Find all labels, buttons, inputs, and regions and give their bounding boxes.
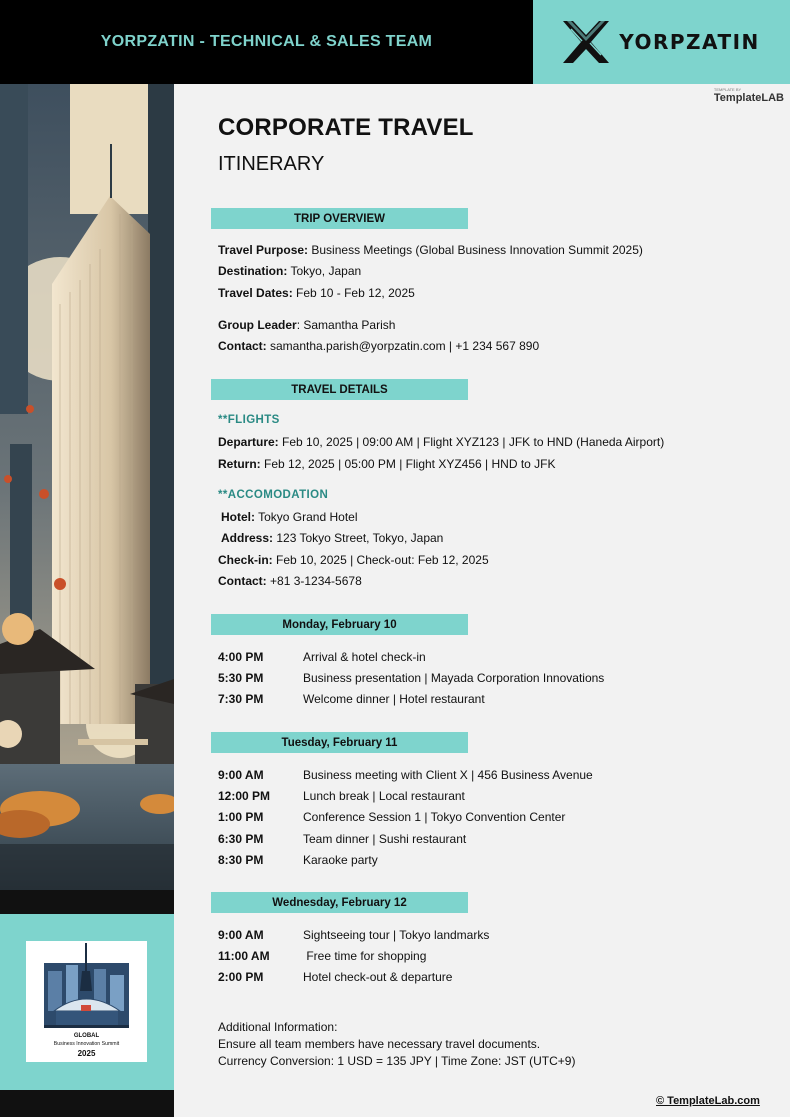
value: Business Meetings (Global Business Innovation Summit 2025) bbox=[308, 243, 643, 257]
label: Check-in: bbox=[218, 553, 273, 567]
desc: Business presentation | Mayada Corporation Innovations bbox=[303, 671, 605, 685]
label: Group Leader bbox=[218, 318, 297, 332]
additional-line-1: Ensure all team members have necessary travel documents. bbox=[218, 1037, 541, 1051]
label: Contact: bbox=[218, 339, 267, 353]
schedule-item bbox=[218, 832, 466, 846]
day-header-monday: Monday, February 10 bbox=[211, 614, 468, 635]
document-title: CORPORATE TRAVEL bbox=[218, 114, 474, 141]
value: Tokyo Grand Hotel bbox=[255, 510, 358, 524]
templatelab-logo bbox=[714, 88, 784, 104]
schedule-item bbox=[218, 853, 378, 867]
value: Tokyo, Japan bbox=[287, 264, 362, 278]
schedule-item bbox=[218, 928, 489, 942]
desc: Karaoke party bbox=[303, 853, 378, 867]
desc: Welcome dinner | Hotel restaurant bbox=[303, 692, 485, 706]
templatelab-label: TemplateLAB bbox=[713, 92, 784, 104]
label: Destination: bbox=[218, 264, 288, 278]
schedule-item bbox=[218, 949, 426, 963]
label: Address: bbox=[221, 531, 274, 545]
travel-purpose bbox=[218, 243, 643, 257]
value: Feb 10, 2025 | 09:00 AM | Flight XYZ123 | JFK to HND (Haneda Airport) bbox=[278, 435, 665, 449]
departure-flight bbox=[218, 435, 664, 449]
section-header-travel-details: TRAVEL DETAILS bbox=[211, 379, 468, 400]
destination bbox=[218, 264, 361, 278]
schedule-item bbox=[218, 789, 465, 803]
additional-heading: Additional Information: bbox=[218, 1020, 338, 1034]
value: : Samantha Parish bbox=[296, 318, 396, 332]
left-divider bbox=[0, 890, 174, 914]
desc: Free time for shopping bbox=[303, 949, 427, 963]
templatelab-small: TEMPLATE BY bbox=[713, 87, 742, 92]
time: 11:00 AM bbox=[218, 949, 270, 963]
left-bottom-bar bbox=[0, 1090, 174, 1117]
desc: Arrival & hotel check-in bbox=[303, 650, 426, 664]
city-illustration bbox=[0, 84, 174, 890]
travel-dates bbox=[218, 286, 415, 300]
hotel-address bbox=[221, 531, 443, 545]
label: Travel Dates: bbox=[218, 286, 293, 300]
label: Return: bbox=[218, 457, 261, 471]
summit-skyline-icon bbox=[26, 941, 147, 1031]
desc: Conference Session 1 | Tokyo Convention Center bbox=[303, 810, 566, 824]
badge-line-1: GLOBAL bbox=[73, 1033, 100, 1039]
desc: Lunch break | Local restaurant bbox=[303, 789, 465, 803]
value: 123 Tokyo Street, Tokyo, Japan bbox=[273, 531, 444, 545]
flights-subheading: **FLIGHTS bbox=[218, 414, 280, 426]
additional-information bbox=[218, 1019, 575, 1070]
hotel bbox=[221, 510, 358, 524]
label: Departure: bbox=[218, 435, 279, 449]
desc: Sightseeing tour | Tokyo landmarks bbox=[303, 928, 490, 942]
schedule-item bbox=[218, 970, 452, 984]
day-header-wednesday: Wednesday, February 12 bbox=[211, 892, 468, 913]
label: Hotel: bbox=[221, 510, 255, 524]
time: 1:00 PM bbox=[218, 810, 264, 824]
desc: Business meeting with Client X | 456 Business Avenue bbox=[303, 768, 593, 782]
team-title: YORPZATIN - TECHNICAL & SALES TEAM bbox=[100, 33, 433, 50]
brand-block bbox=[533, 0, 790, 84]
summit-badge bbox=[26, 941, 147, 1062]
time: 9:00 AM bbox=[218, 928, 264, 942]
value: Feb 10, 2025 | Check-out: Feb 12, 2025 bbox=[272, 553, 489, 567]
schedule-item bbox=[218, 810, 565, 824]
section-header-trip-overview: TRIP OVERVIEW bbox=[211, 208, 468, 229]
value: +81 3-1234-5678 bbox=[266, 574, 362, 588]
desc: Team dinner | Sushi restaurant bbox=[303, 832, 467, 846]
check-in bbox=[218, 553, 489, 567]
main-panel bbox=[174, 84, 790, 1117]
brand-name: YORPZATIN bbox=[619, 30, 760, 54]
label: Contact: bbox=[218, 574, 267, 588]
schedule-item bbox=[218, 650, 426, 664]
brand-logo-icon bbox=[563, 21, 609, 63]
schedule-item bbox=[218, 671, 604, 685]
badge-line-2: Business Innovation Summit bbox=[53, 1041, 120, 1047]
schedule-item bbox=[218, 768, 593, 782]
templatelab-footer-link[interactable]: © TemplateLab.com bbox=[656, 1095, 760, 1107]
value: Feb 10 - Feb 12, 2025 bbox=[292, 286, 415, 300]
return-flight bbox=[218, 457, 556, 471]
label: Travel Purpose: bbox=[218, 243, 309, 257]
accommodation-subheading: **ACCOMODATION bbox=[218, 489, 329, 501]
time: 8:30 PM bbox=[218, 853, 264, 867]
time: 5:30 PM bbox=[218, 671, 264, 685]
day-header-tuesday: Tuesday, February 11 bbox=[211, 732, 468, 753]
time: 2:00 PM bbox=[218, 970, 264, 984]
document-subtitle: ITINERARY bbox=[218, 153, 325, 175]
schedule-item bbox=[218, 692, 485, 706]
time: 6:30 PM bbox=[218, 832, 264, 846]
desc: Hotel check-out & departure bbox=[303, 970, 453, 984]
additional-line-2: Currency Conversion: 1 USD = 135 JPY | Time Zone: JST (UTC+9) bbox=[218, 1054, 576, 1068]
time: 9:00 AM bbox=[218, 768, 264, 782]
header-banner bbox=[0, 0, 533, 84]
time: 7:30 PM bbox=[218, 692, 264, 706]
time: 4:00 PM bbox=[218, 650, 264, 664]
group-leader bbox=[218, 318, 395, 332]
time: 12:00 PM bbox=[218, 789, 271, 803]
badge-line-3: 2025 bbox=[77, 1049, 96, 1058]
leader-contact bbox=[218, 339, 539, 353]
value: Feb 12, 2025 | 05:00 PM | Flight XYZ456 | HND to JFK bbox=[260, 457, 556, 471]
value: samantha.parish@yorpzatin.com | +1 234 567 890 bbox=[266, 339, 540, 353]
hotel-contact bbox=[218, 574, 362, 588]
